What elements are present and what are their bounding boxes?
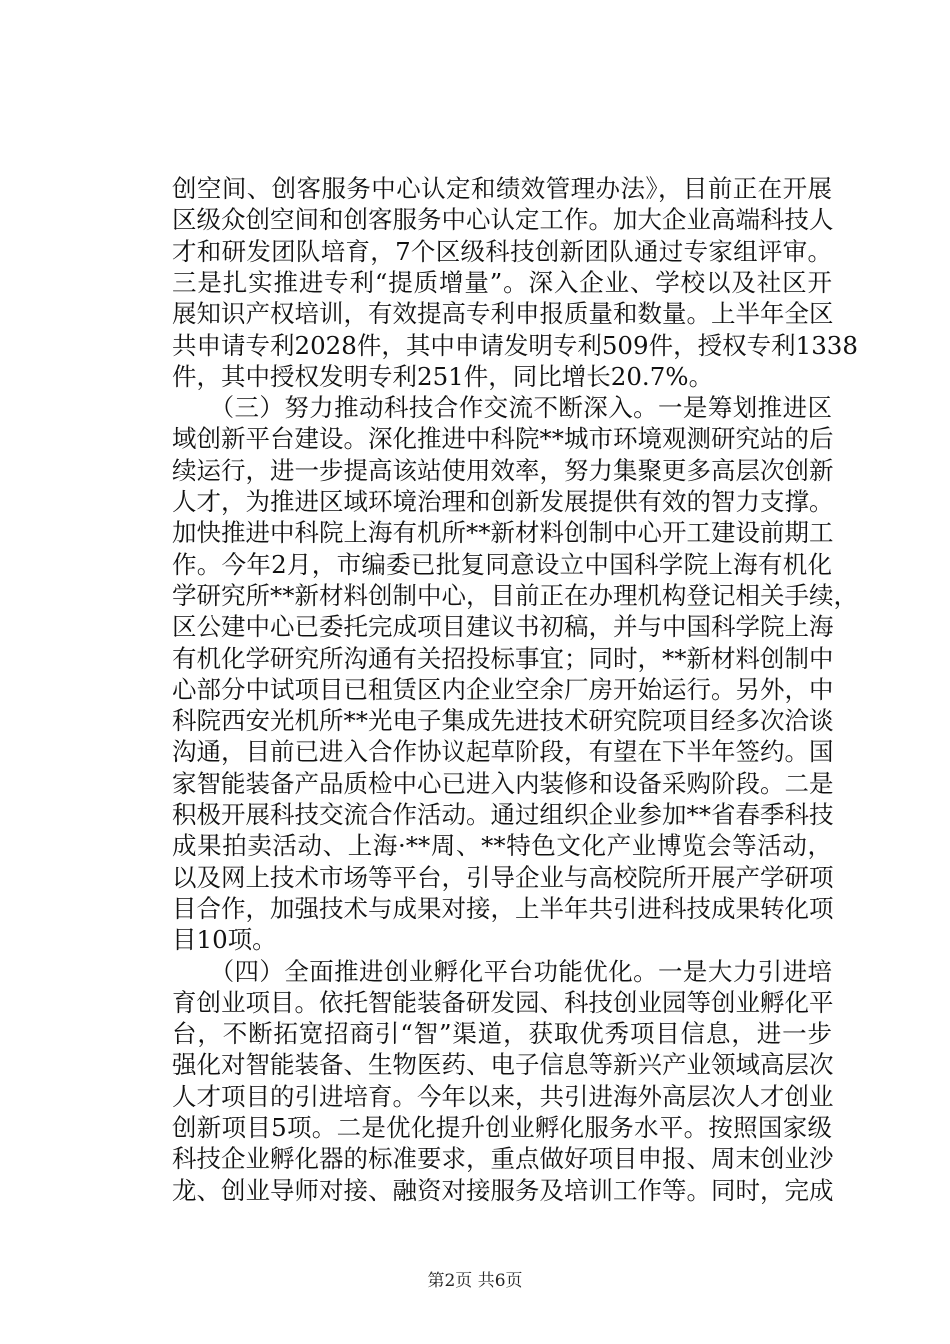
text-line: 有机化学研究所沟通有关招投标事宜；同时，**新材料创制中 [172,643,834,673]
text-line: 人才项目的引进培育。今年以来，共引进海外高层次人才创业 [172,1081,834,1111]
text-line: 家智能装备产品质检中心已进入内装修和设备采购阶段。二是 [172,768,834,798]
text-line: 台，不断拓宽招商引“智”渠道，获取优秀项目信息，进一步 [172,1019,832,1049]
text-line: 件，其中授权发明专利251件，同比增长20.7%。 [172,361,714,391]
text-line: （三）努力推动科技合作交流不断深入。一是筹划推进区 [172,393,832,423]
text-line: 沟通，目前已进入合作协议起草阶段，有望在下半年签约。国 [172,737,834,767]
text-line: 区级众创空间和创客服务中心认定工作。加大企业高端科技人 [172,205,834,235]
text-line: 加快推进中科院上海有机所**新材料创制中心开工建设前期工 [172,518,834,548]
text-line: 科院西安光机所**光电子集成先进技术研究院项目经多次洽谈 [172,706,834,736]
text-line: 域创新平台建设。深化推进中科院**城市环境观测研究站的后 [172,424,834,454]
text-line: 成果拍卖活动、上海·**周、**特色文化产业博览会等活动， [172,831,832,861]
text-line: 才和研发团队培育，7个区级科技创新团队通过专家组评审。 [172,236,832,266]
text-line: 育创业项目。依托智能装备研发园、科技创业园等创业孵化平 [172,987,834,1017]
text-line: 作。今年2月，市编委已批复同意设立中国科学院上海有机化 [172,549,832,579]
text-line: 三是扎实推进专利“提质增量”。深入企业、学校以及社区开 [172,267,832,297]
text-line: 以及网上技术市场等平台，引导企业与高校院所开展产学研项 [172,862,834,892]
text-line: 人才，为推进区域环境治理和创新发展提供有效的智力支撑。 [172,487,834,516]
text-line: 区公建中心已委托完成项目建议书初稿，并与中国科学院上海 [172,612,834,642]
text-line: 续运行，进一步提高该站使用效率，努力集聚更多高层次创新 [172,455,834,485]
text-line: 积极开展科技交流合作活动。通过组织企业参加**省春季科技 [172,800,834,829]
text-line: 龙、创业导师对接、融资对接服务及培训工作等。同时，完成 [172,1175,834,1205]
text-line: 目10项。 [172,925,277,955]
text-line: 心部分中试项目已租赁区内企业空余厂房开始运行。另外，中 [172,674,834,704]
text-line: 创空间、创客服务中心认定和绩效管理办法》，目前正在开展 [172,174,832,203]
text-line: 学研究所**新材料创制中心，目前正在办理机构登记相关手续， [172,580,858,610]
text-line: 展知识产权培训，有效提高专利申报质量和数量。上半年全区 [172,299,834,329]
text-line: 强化对智能装备、生物医药、电子信息等新兴产业领域高层次 [172,1050,834,1080]
text-line: （四）全面推进创业孵化平台功能优化。一是大力引进培 [172,956,832,986]
text-line: 科技企业孵化器的标准要求，重点做好项目申报、周末创业沙 [172,1144,834,1174]
text-line: 创新项目5项。二是优化提升创业孵化服务水平。按照国家级 [172,1113,832,1142]
text-line: 目合作，加强技术与成果对接，上半年共引进科技成果转化项 [172,893,834,923]
page-footer: 第2页 共6页 [427,1271,523,1291]
text-line: 共申请专利2028件，其中申请发明专利509件，授权专利1338 [172,330,858,360]
